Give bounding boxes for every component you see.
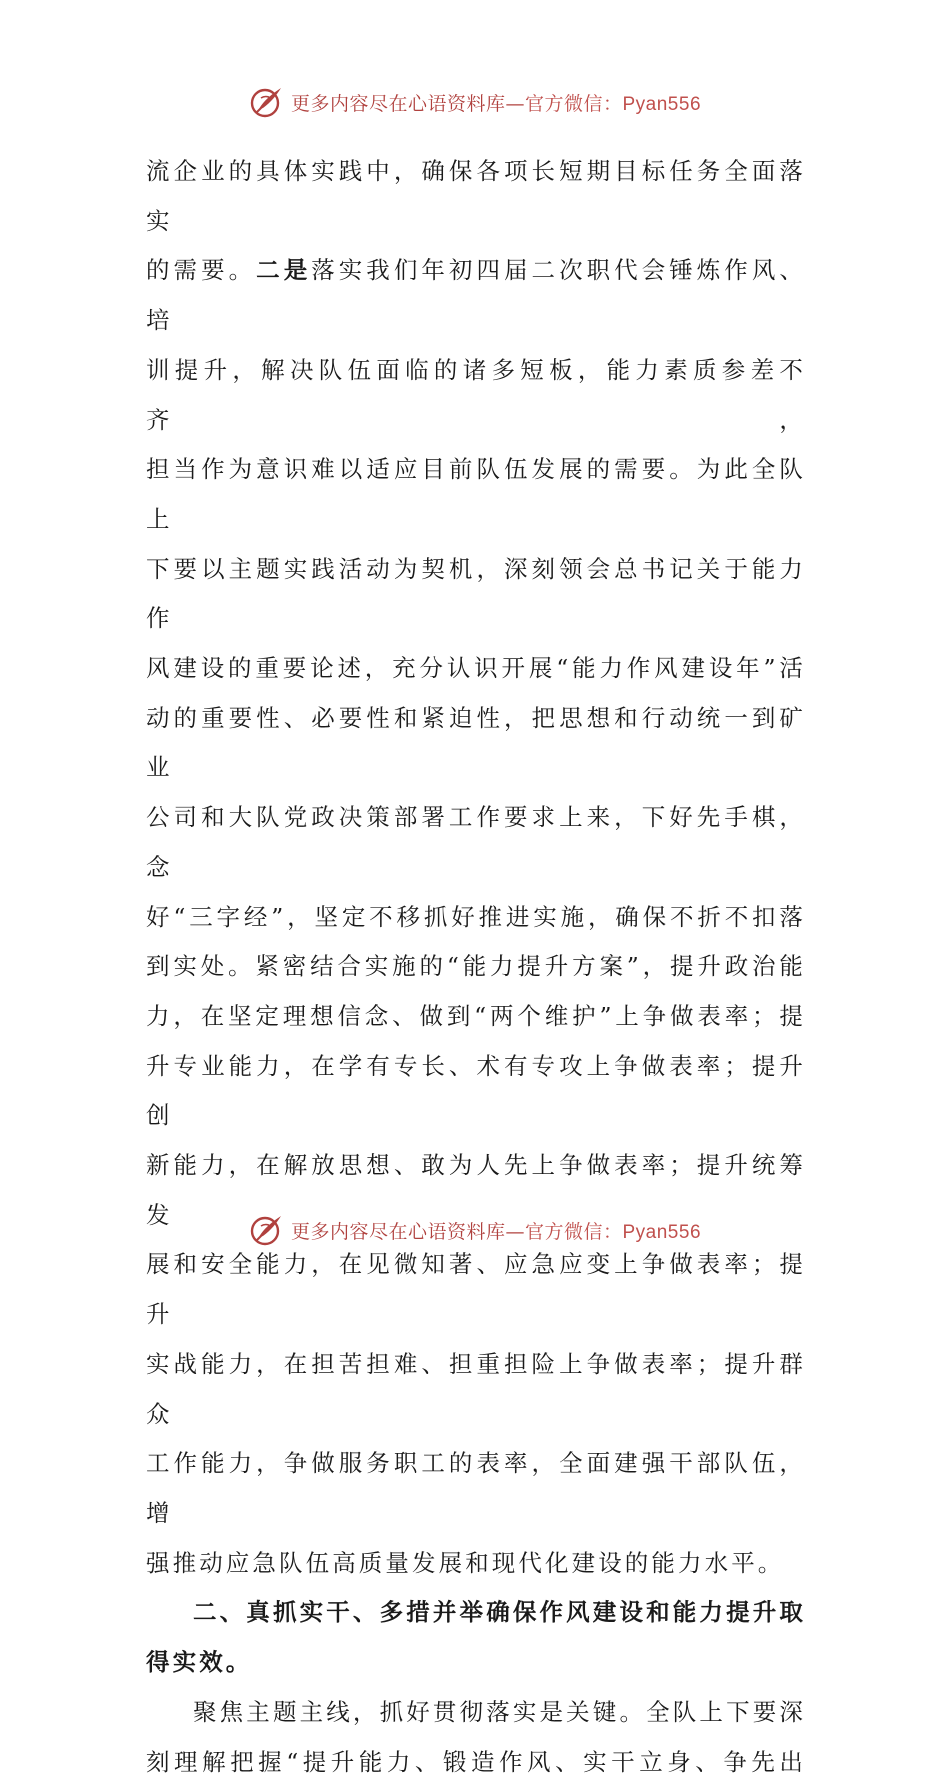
text-line: 力，在坚定理想信念、做到“两个维护”上争做表率；提 bbox=[146, 992, 806, 1042]
paragraph-2 bbox=[146, 1688, 806, 1787]
watermark-brand: 更多内容尽在心语资料库 bbox=[291, 1221, 506, 1243]
watermark-dash: — bbox=[505, 1221, 525, 1243]
text-line: 公司和大队党政决策部署工作要求上来，下好先手棋，念 bbox=[146, 793, 806, 892]
text-line: 训提升，解决队伍面临的诸多短板，能力素质参差不齐， bbox=[146, 346, 806, 445]
watermark-brand: 更多内容尽在心语资料库 bbox=[291, 93, 506, 115]
watermark-dash: — bbox=[505, 93, 525, 115]
text-line: 好“三字经”，坚定不移抓好推进实施，确保不折不扣落 bbox=[146, 893, 806, 943]
text-line: 新能力，在解放思想、敢为人先上争做表率；提升统筹发 bbox=[146, 1141, 806, 1240]
heading-line: 二、真抓实干、多措并举确保作风建设和能力提升取 bbox=[146, 1588, 806, 1638]
text-line: 升专业能力，在学有专长、术有专攻上争做表率；提升创 bbox=[146, 1042, 806, 1141]
document-body bbox=[146, 147, 806, 1787]
quill-logo-icon bbox=[249, 1212, 285, 1248]
watermark-wechat-id: Pyan556 bbox=[623, 1222, 702, 1243]
watermark-text bbox=[291, 1217, 701, 1244]
text-line: 聚焦主题主线，抓好贯彻落实是关键。全队上下要深 bbox=[146, 1688, 806, 1738]
footer-watermark bbox=[0, 1208, 950, 1252]
heading-line: 得实效。 bbox=[146, 1638, 806, 1688]
watermark-wechat-id: Pyan556 bbox=[623, 94, 702, 115]
watermark-wechat-label: 官方微信： bbox=[525, 1221, 623, 1243]
text-line: 担当作为意识难以适应目前队伍发展的需要。为此全队上 bbox=[146, 445, 806, 544]
text-line: 动的重要性、必要性和紧迫性，把思想和行动统一到矿业 bbox=[146, 694, 806, 793]
text-line: 到实处。紧密结合实施的“能力提升方案”，提升政治能 bbox=[146, 942, 806, 992]
watermark-text bbox=[291, 89, 701, 116]
header-watermark bbox=[0, 80, 950, 124]
section-heading bbox=[146, 1588, 806, 1687]
text-line: 流企业的具体实践中，确保各项长短期目标任务全面落实 bbox=[146, 147, 806, 246]
text-line: 风建设的重要论述，充分认识开展“能力作风建设年”活 bbox=[146, 644, 806, 694]
text-line: 的需要。二是落实我们年初四届二次职代会锤炼作风、培 bbox=[146, 246, 806, 345]
paragraph-1 bbox=[146, 147, 806, 1588]
bold-phrase: 二是 bbox=[256, 256, 311, 284]
text-line: 强推动应急队伍高质量发展和现代化建设的能力水平。 bbox=[146, 1539, 806, 1589]
text-line: 下要以主题实践活动为契机，深刻领会总书记关于能力作 bbox=[146, 545, 806, 644]
text-line: 实战能力，在担苦担难、担重担险上争做表率；提升群众 bbox=[146, 1340, 806, 1439]
watermark-wechat-label: 官方微信： bbox=[525, 93, 623, 115]
text-line: 展和安全能力，在见微知著、应急应变上争做表率；提升 bbox=[146, 1240, 806, 1339]
quill-logo-icon bbox=[249, 84, 285, 120]
text-line: 刻理解把握“提升能力、锻造作风、实干立身、争先出 bbox=[146, 1738, 806, 1787]
text-line: 工作能力，争做服务职工的表率，全面建强干部队伍，增 bbox=[146, 1439, 806, 1538]
